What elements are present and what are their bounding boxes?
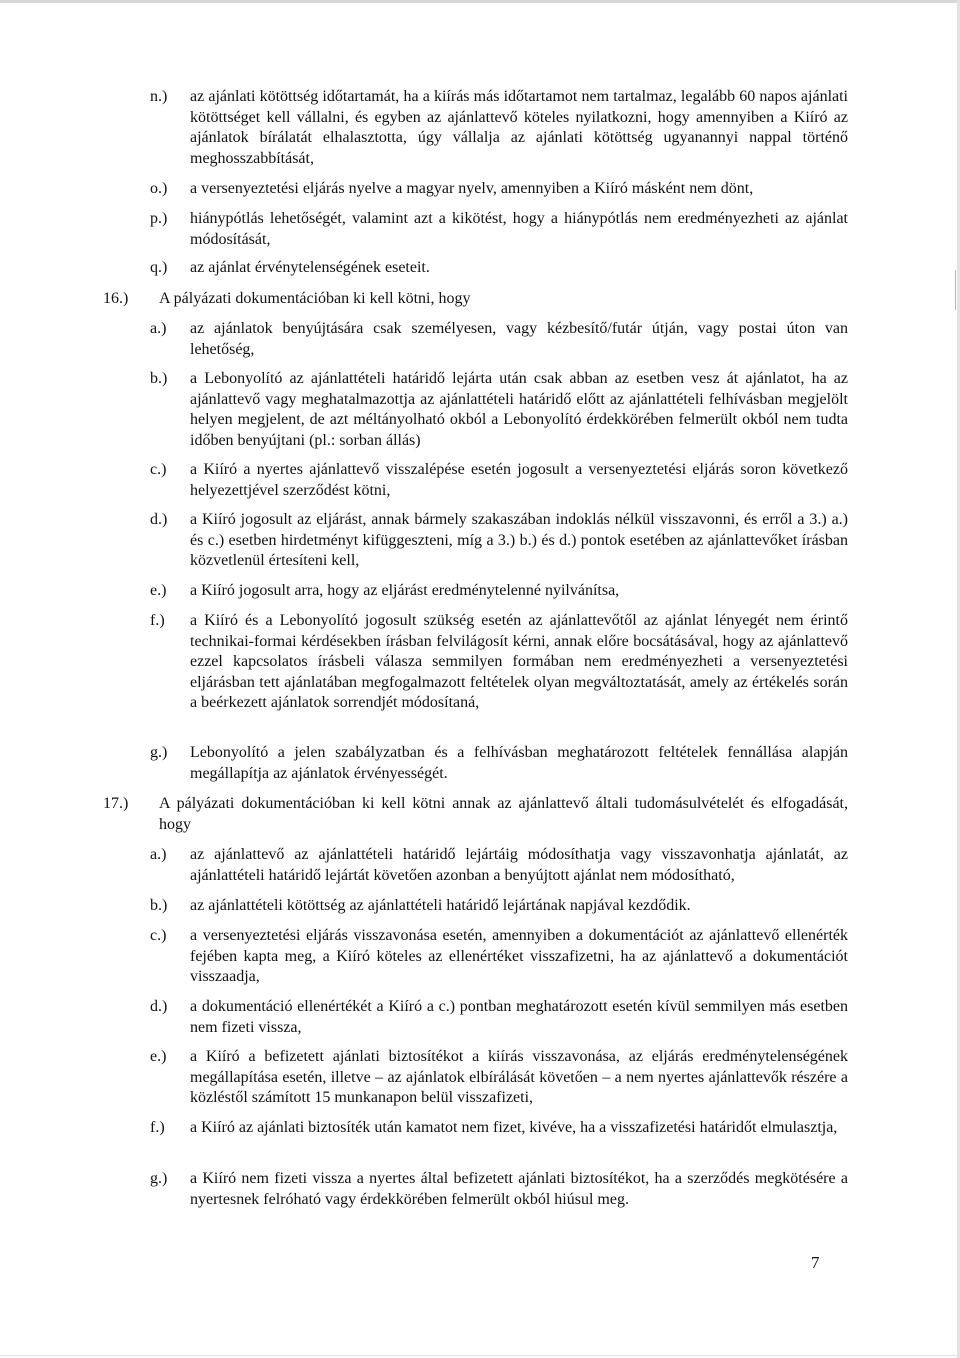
item-text: a Kiíró nem fizeti vissza a nyertes által befizetett ajánlati biztosítékot, ha a szerződés megkötésére a nyertesnek felróható vagy érdekkörében felmerült okból hiúsul meg. (190, 1170, 848, 1208)
item-label: p.) (150, 210, 168, 227)
item-16c (150, 460, 848, 501)
item-17e (150, 1047, 848, 1109)
item-text: a dokumentáció ellenértékét a Kiíró a c.) pontban meghatározott esetén kívül semmilyen más esetben nem fizeti vissza, (190, 998, 848, 1036)
item-text: az ajánlattevő az ajánlattételi határidő lejártáig módosíthatja vagy visszavonhatja ajánlatát, az ajánlattételi határidő lejártát követően azonban a benyújtott ajánlat nem módosítható, (190, 846, 848, 884)
section-17 (103, 794, 848, 835)
item-17c (150, 926, 848, 988)
item-text: az ajánlattételi kötöttség az ajánlattételi határidő lejártának napjával kezdődik. (190, 897, 691, 914)
item-label: b.) (150, 897, 168, 914)
item-text: az ajánlati kötöttség időtartamát, ha a kiírás más időtartamot nem tartalmaz, legalább 60 napos ajánlati kötöttséget kell vállalni, és egyben az ajánlattevő köteles nyilatkozni, hogy amennyiben a Kiíró az ajánlatok bírálatát elhalasztotta, úgy vállalja az ajánlati kötöttség ugyanannyi nappal történő meghosszabbítását, (190, 88, 848, 167)
item-text: a Kiíró és a Lebonyolító jogosult szükség esetén az ajánlattevőtől az ajánlat lényegét nem érintő technikai-formai kérdésekben írásban felvilágosít kérni, annak előre bocsátásával, hogy az ajánlattevő ezzel kapcsolatos írásbeli válasza semmilyen formában nem eredményezheti a versenyeztetési eljárásban tett ajánlatában megfogalmazott feltételek olyan megváltoztatását, amely az értékelés során a beérkezett ajánlatok sorrendjét módosítaná, (190, 612, 848, 711)
item-16b (150, 369, 848, 451)
item-16e (150, 581, 848, 602)
item-text: az ajánlat érvénytelenségének eseteit. (190, 259, 430, 276)
item-17f (150, 1118, 848, 1139)
item-label: f.) (150, 612, 165, 629)
item-p (150, 209, 848, 250)
item-16a (150, 319, 848, 360)
item-label: q.) (150, 259, 168, 276)
item-label: e.) (150, 582, 167, 599)
item-text: Lebonyolító a jelen szabályzatban és a felhívásban meghatározott feltételek fennállása alapján megállapítja az ajánlatok érvényességét. (190, 744, 848, 782)
item-n (150, 87, 848, 169)
item-q (150, 258, 848, 279)
scan-top-edge (0, 0, 960, 3)
item-label: a.) (150, 846, 167, 863)
item-17g (150, 1169, 848, 1210)
section-16 (103, 289, 848, 310)
page-number: 7 (811, 1253, 820, 1272)
item-17b (150, 896, 848, 917)
item-text: a Lebonyolító az ajánlattételi határidő lejárta után csak abban az esetben vesz át ajánlatot, ha az ajánlattevő vagy meghatalmazottja az ajánlattételi határidő előtt az ajánlattételi felhívásban megjelölt helyen megjelent, de azt méltányolható okból a Lebonyolító érdekkörében felmerült okból nem tudta időben benyújtani (pl.: sorban állás) (190, 370, 848, 449)
item-label: c.) (150, 461, 167, 478)
item-text: a versenyeztetési eljárás visszavonása esetén, amennyiben a dokumentációt az ajánlattevő ellenérték fejében kapta meg, a Kiíró köteles az ellenértéket visszafizetni, ha az ajánlattevő a dokumentációt visszaadja, (190, 927, 848, 985)
item-text: a versenyeztetési eljárás nyelve a magyar nyelv, amennyiben a Kiíró másként nem dönt, (190, 180, 754, 197)
item-label: n.) (150, 88, 168, 105)
scan-bottom-edge (0, 1355, 960, 1356)
item-label: d.) (150, 511, 168, 528)
item-text: hiánypótlás lehetőségét, valamint azt a kikötést, hogy a hiánypótlás nem eredményezheti az ajánlat módosítását, (190, 210, 848, 248)
item-16f (150, 611, 848, 714)
item-text: a Kiíró jogosult arra, hogy az eljárást eredménytelenné nyilvánítsa, (190, 582, 620, 599)
item-label: b.) (150, 370, 168, 387)
section-label: 17.) (103, 795, 129, 812)
item-label: e.) (150, 1048, 167, 1065)
item-text: a Kiíró az ajánlati biztosíték után kamatot nem fizet, kivéve, ha a visszafizetési határidőt elmulasztja, (190, 1119, 838, 1136)
item-label: d.) (150, 998, 168, 1015)
item-o (150, 179, 848, 200)
item-16g (150, 743, 848, 784)
item-label: a.) (150, 320, 167, 337)
item-label: f.) (150, 1119, 165, 1136)
section-label: 16.) (103, 290, 129, 307)
item-text: az ajánlatok benyújtására csak személyesen, vagy kézbesítő/futár útján, vagy postai úton van lehetőség, (190, 320, 848, 358)
item-text: a Kiíró a befizetett ajánlati biztosítékot a kiírás visszavonása, az eljárás eredménytelenségének megállapítása esetén, illetve – az ajánlatok elbírálását követően – a nem nyertes ajánlattevők részére a közléstől számított 15 munkanapon belül visszafizeti, (190, 1048, 848, 1106)
section-text: A pályázati dokumentációban ki kell kötni annak az ajánlattevő általi tudomásulvételét és elfogadását, hogy (159, 795, 848, 833)
item-label: c.) (150, 927, 167, 944)
item-label: o.) (150, 180, 168, 197)
item-17d (150, 997, 848, 1038)
section-text: A pályázati dokumentációban ki kell kötni, hogy (159, 290, 471, 307)
scan-edge-mark (955, 270, 956, 310)
item-label: g.) (150, 1170, 168, 1187)
item-label: g.) (150, 744, 168, 761)
item-text: a Kiíró a nyertes ajánlattevő visszalépése esetén jogosult a versenyeztetési eljárás soron következő helyezettjével szerződést kötni, (190, 461, 848, 499)
item-text: a Kiíró jogosult az eljárást, annak bármely szakaszában indoklás nélkül visszavonni, és erről a 3.) a.) és c.) esetben hirdetményt kifüggeszteni, míg a 3.) b.) és d.) pontok esetében az ajánlattevőket írásban közvetlenül értesíteni kell, (190, 511, 848, 569)
item-16d (150, 510, 848, 572)
item-17a (150, 845, 848, 886)
